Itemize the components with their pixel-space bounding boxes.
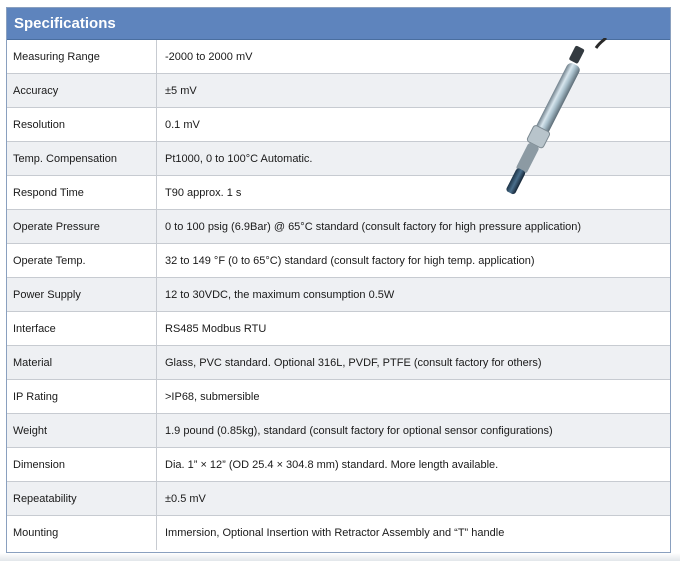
spec-label: Material: [7, 346, 157, 379]
table-row: [7, 244, 670, 278]
spec-label: Measuring Range: [7, 40, 157, 73]
spec-value: RS485 Modbus RTU: [165, 322, 267, 335]
spec-value: 1.9 pound (0.85kg), standard (consult factory for optional sensor configurations): [165, 424, 553, 437]
spec-label: Power Supply: [7, 278, 157, 311]
spec-table: [7, 40, 670, 550]
spec-value: Glass, PVC standard. Optional 316L, PVDF, PTFE (consult factory for others): [165, 356, 542, 369]
table-row: [7, 210, 670, 244]
spec-label: Respond Time: [7, 176, 157, 209]
table-row: [7, 414, 670, 448]
spec-value: ±5 mV: [165, 84, 197, 97]
table-row: [7, 74, 670, 108]
spec-value: 32 to 149 °F (0 to 65°C) standard (consult factory for high temp. application): [165, 254, 535, 267]
bottom-shadow: [0, 553, 680, 561]
spec-value: >IP68, submersible: [165, 390, 260, 403]
spec-value: Immersion, Optional Insertion with Retractor Assembly and “T” handle: [165, 527, 505, 539]
spec-label: Repeatability: [7, 482, 157, 515]
table-row: [7, 142, 670, 176]
spec-value: -2000 to 2000 mV: [165, 50, 253, 63]
table-row: [7, 108, 670, 142]
table-row: [7, 516, 670, 550]
spec-label: Dimension: [7, 448, 157, 481]
spec-value: 0 to 100 psig (6.9Bar) @ 65°C standard (consult factory for high pressure application): [165, 220, 582, 233]
spec-value: ±0.5 mV: [165, 492, 206, 505]
spec-value: T90 approx. 1 s: [165, 186, 242, 199]
table-row: [7, 448, 670, 482]
table-row: [7, 380, 670, 414]
spec-value: Pt1000, 0 to 100°C Automatic.: [165, 152, 313, 165]
spec-label: Mounting: [7, 516, 157, 550]
section-title: Specifications: [7, 8, 670, 40]
spec-label: Operate Pressure: [7, 210, 157, 243]
table-row: [7, 312, 670, 346]
table-row: [7, 346, 670, 380]
spec-label: Weight: [7, 414, 157, 447]
spec-label: Accuracy: [7, 74, 157, 107]
spec-label: IP Rating: [7, 380, 157, 413]
spec-value: 0.1 mV: [165, 118, 200, 131]
spec-label: Resolution: [7, 108, 157, 141]
spec-label: Operate Temp.: [7, 244, 157, 277]
table-row: [7, 176, 670, 210]
spec-value: 12 to 30VDC, the maximum consumption 0.5W: [165, 288, 395, 301]
table-row: [7, 40, 670, 74]
spec-value: Dia. 1” × 12” (OD 25.4 × 304.8 mm) standard. More length available.: [165, 458, 499, 471]
table-row: [7, 278, 670, 312]
spec-label: Temp. Compensation: [7, 142, 157, 175]
spec-label: Interface: [7, 312, 157, 345]
table-row: [7, 482, 670, 516]
specifications-card: [6, 7, 671, 553]
